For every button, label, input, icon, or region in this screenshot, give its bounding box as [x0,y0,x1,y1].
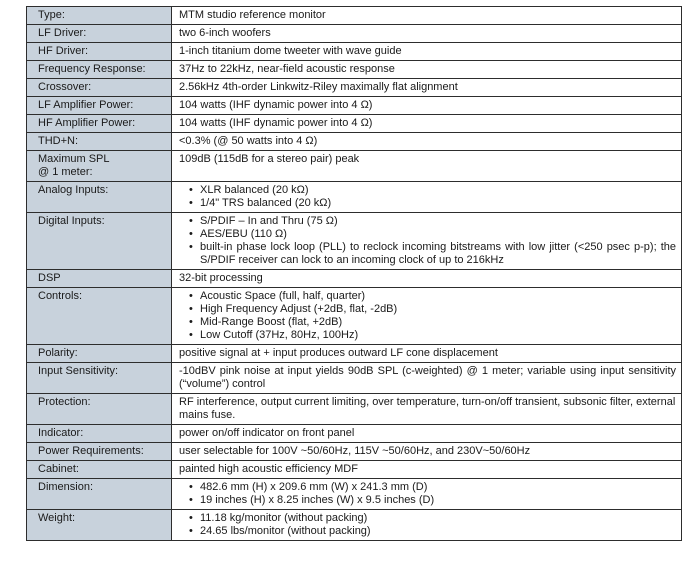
spec-value: user selectable for 100V ~50/60Hz, 115V ~50/60Hz, and 230V~50/60Hz [172,443,682,461]
bullet-list [179,290,676,342]
spec-value: 104 watts (IHF dynamic power into 4 Ω) [172,115,682,133]
spec-row-type [27,7,682,25]
list-item: • S/PDIF – In and Thru (75 Ω) [189,215,676,228]
spec-label: DSP [27,270,172,288]
spec-row-weight [27,510,682,541]
spec-label: Protection: [27,394,172,425]
spec-label [27,151,172,182]
spec-value: 1-inch titanium dome tweeter with wave guide [172,43,682,61]
list-item: • 1/4" TRS balanced (20 kΩ) [189,197,676,210]
spec-label: HF Amplifier Power: [27,115,172,133]
spec-label-line: @ 1 meter: [38,166,93,178]
spec-value: -10dBV pink noise at input yields 90dB SPL (c-weighted) @ 1 meter; variable using input sensitivity (“volume”) control [172,363,682,394]
spec-value: two 6-inch woofers [172,25,682,43]
spec-row-dsp [27,270,682,288]
list-item: • AES/EBU (110 Ω) [189,228,676,241]
spec-label: HF Driver: [27,43,172,61]
spec-row-cabinet [27,461,682,479]
spec-value: positive signal at + input produces outward LF cone displacement [172,345,682,363]
spec-row-crossover [27,79,682,97]
spec-value [172,182,682,213]
spec-value [172,479,682,510]
spec-row-protection [27,394,682,425]
bullet-list [179,215,676,267]
spec-value: 109dB (115dB for a stereo pair) peak [172,151,682,182]
spec-row-hf-amplifier-power [27,115,682,133]
spec-row-input-sensitivity [27,363,682,394]
spec-value [172,510,682,541]
spec-label: Power Requirements: [27,443,172,461]
spec-label: Dimension: [27,479,172,510]
list-item: • 482.6 mm (H) x 209.6 mm (W) x 241.3 mm (D) [189,481,676,494]
list-item: • XLR balanced (20 kΩ) [189,184,676,197]
spec-table [26,6,682,541]
spec-row-lf-driver [27,25,682,43]
spec-label-line: Maximum SPL [38,153,110,165]
spec-label: LF Amplifier Power: [27,97,172,115]
list-item: • Low Cutoff (37Hz, 80Hz, 100Hz) [189,329,676,342]
spec-row-maximum-spl [27,151,682,182]
bullet-list [179,481,676,507]
spec-value: power on/off indicator on front panel [172,425,682,443]
list-item: • built-in phase lock loop (PLL) to reclock incoming bitstreams with low jitter (<250 psec p-p); the S/PDIF receiver can lock to an incoming clock of up to 216kHz [189,241,676,267]
spec-label: Analog Inputs: [27,182,172,213]
bullet-list [179,184,676,210]
spec-value: 104 watts (IHF dynamic power into 4 Ω) [172,97,682,115]
spec-value: 2.56kHz 4th-order Linkwitz-Riley maximally flat alignment [172,79,682,97]
spec-label: Weight: [27,510,172,541]
spec-row-analog-inputs [27,182,682,213]
spec-row-hf-driver [27,43,682,61]
spec-row-dimension [27,479,682,510]
spec-row-lf-amplifier-power [27,97,682,115]
spec-label: Type: [27,7,172,25]
spec-value: <0.3% (@ 50 watts into 4 Ω) [172,133,682,151]
spec-value: RF interference, output current limiting, over temperature, turn-on/off transient, subsonic filter, external mains fuse. [172,394,682,425]
spec-row-controls [27,288,682,345]
list-item: • 24.65 lbs/monitor (without packing) [189,525,676,538]
list-item: • Acoustic Space (full, half, quarter) [189,290,676,303]
spec-label: Cabinet: [27,461,172,479]
spec-row-indicator [27,425,682,443]
list-item: • 11.18 kg/monitor (without packing) [189,512,676,525]
spec-value [172,288,682,345]
spec-label: Polarity: [27,345,172,363]
spec-value: 37Hz to 22kHz, near-field acoustic response [172,61,682,79]
bullet-list [179,512,676,538]
spec-row-digital-inputs [27,213,682,270]
spec-label: LF Driver: [27,25,172,43]
spec-value [172,213,682,270]
list-item: • Mid-Range Boost (flat, +2dB) [189,316,676,329]
spec-label: THD+N: [27,133,172,151]
spec-label: Frequency Response: [27,61,172,79]
list-item: • High Frequency Adjust (+2dB, flat, -2dB) [189,303,676,316]
spec-row-thd-n [27,133,682,151]
spec-label: Crossover: [27,79,172,97]
spec-label: Controls: [27,288,172,345]
spec-value: 32-bit processing [172,270,682,288]
spec-label: Indicator: [27,425,172,443]
spec-value: painted high acoustic efficiency MDF [172,461,682,479]
spec-row-power-requirements [27,443,682,461]
spec-label: Input Sensitivity: [27,363,172,394]
spec-row-polarity [27,345,682,363]
spec-row-frequency-response [27,61,682,79]
spec-value: MTM studio reference monitor [172,7,682,25]
spec-label: Digital Inputs: [27,213,172,270]
list-item: • 19 inches (H) x 8.25 inches (W) x 9.5 inches (D) [189,494,676,507]
